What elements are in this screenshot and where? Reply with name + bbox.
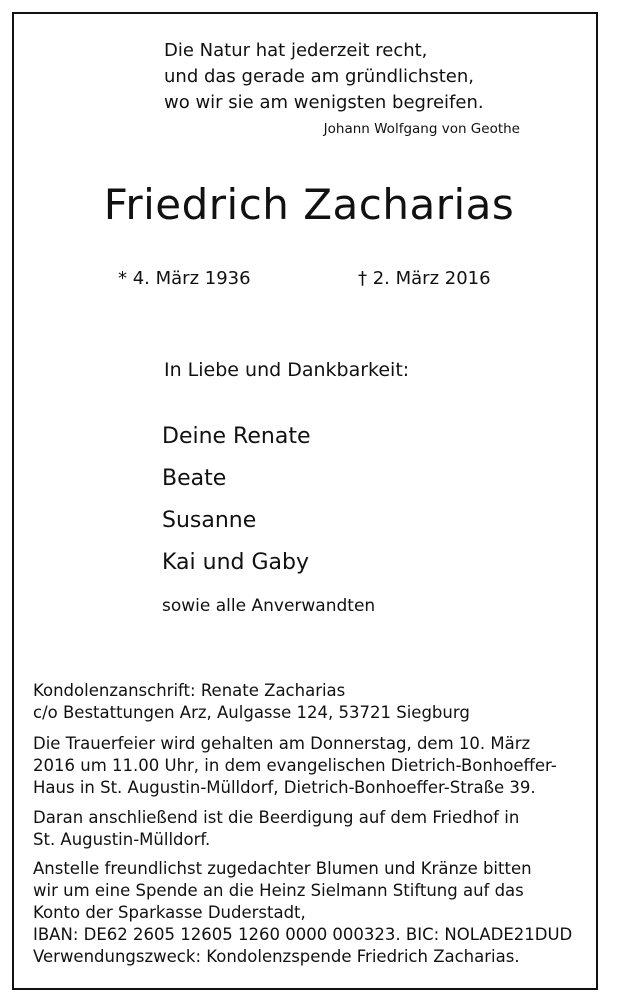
donation-line: Konto der Sparkasse Duderstadt, — [33, 903, 306, 922]
family-member: Deine Renate — [162, 424, 311, 449]
birth-date: * 4. März 1936 — [118, 268, 251, 289]
quote-line: Die Natur hat jederzeit recht, — [164, 40, 428, 61]
family-member: Susanne — [162, 508, 257, 533]
ceremony-line: Die Trauerfeier wird gehalten am Donnerstag, dem 10. März — [33, 734, 531, 753]
deceased-name: Friedrich Zacharias — [103, 180, 515, 229]
donation-reference: Verwendungszweck: Kondolenzspende Friedrich Zacharias. — [33, 947, 520, 966]
donation-line: Anstelle freundlichst zugedachter Blumen und Kränze bitten — [33, 859, 532, 878]
burial-line: St. Augustin-Mülldorf. — [33, 830, 211, 849]
family-member: Beate — [162, 466, 227, 491]
condolence-address-line: c/o Bestattungen Arz, Aulgasse 124, 53721 Siegburg — [33, 703, 470, 722]
relatives: sowie alle Anverwandten — [162, 596, 376, 616]
quote-author: Johann Wolfgang von Geothe — [323, 121, 520, 137]
ceremony-line: 2016 um 11.00 Uhr, in dem evangelischen Dietrich-Bonhoeffer- — [33, 756, 557, 775]
quote-line: und das gerade am gründlichsten, — [164, 66, 474, 87]
ceremony-line: Haus in St. Augustin-Mülldorf, Dietrich-Bonhoeffer-Straße 39. — [33, 778, 536, 797]
condolence-address-line: Kondolenzanschrift: Renate Zacharias — [33, 681, 346, 700]
family-member: Kai und Gaby — [162, 550, 309, 575]
death-date: † 2. März 2016 — [358, 268, 491, 289]
dedication: In Liebe und Dankbarkeit: — [164, 359, 410, 381]
bank-details: IBAN: DE62 2605 12605 1260 0000 000323. BIC: NOLADE21DUD — [33, 925, 573, 944]
burial-line: Daran anschließend ist die Beerdigung auf dem Friedhof in — [33, 808, 520, 827]
donation-line: wir um eine Spende an die Heinz Sielmann Stiftung auf das — [33, 881, 524, 900]
quote-line: wo wir sie am wenigsten begreifen. — [164, 92, 484, 113]
